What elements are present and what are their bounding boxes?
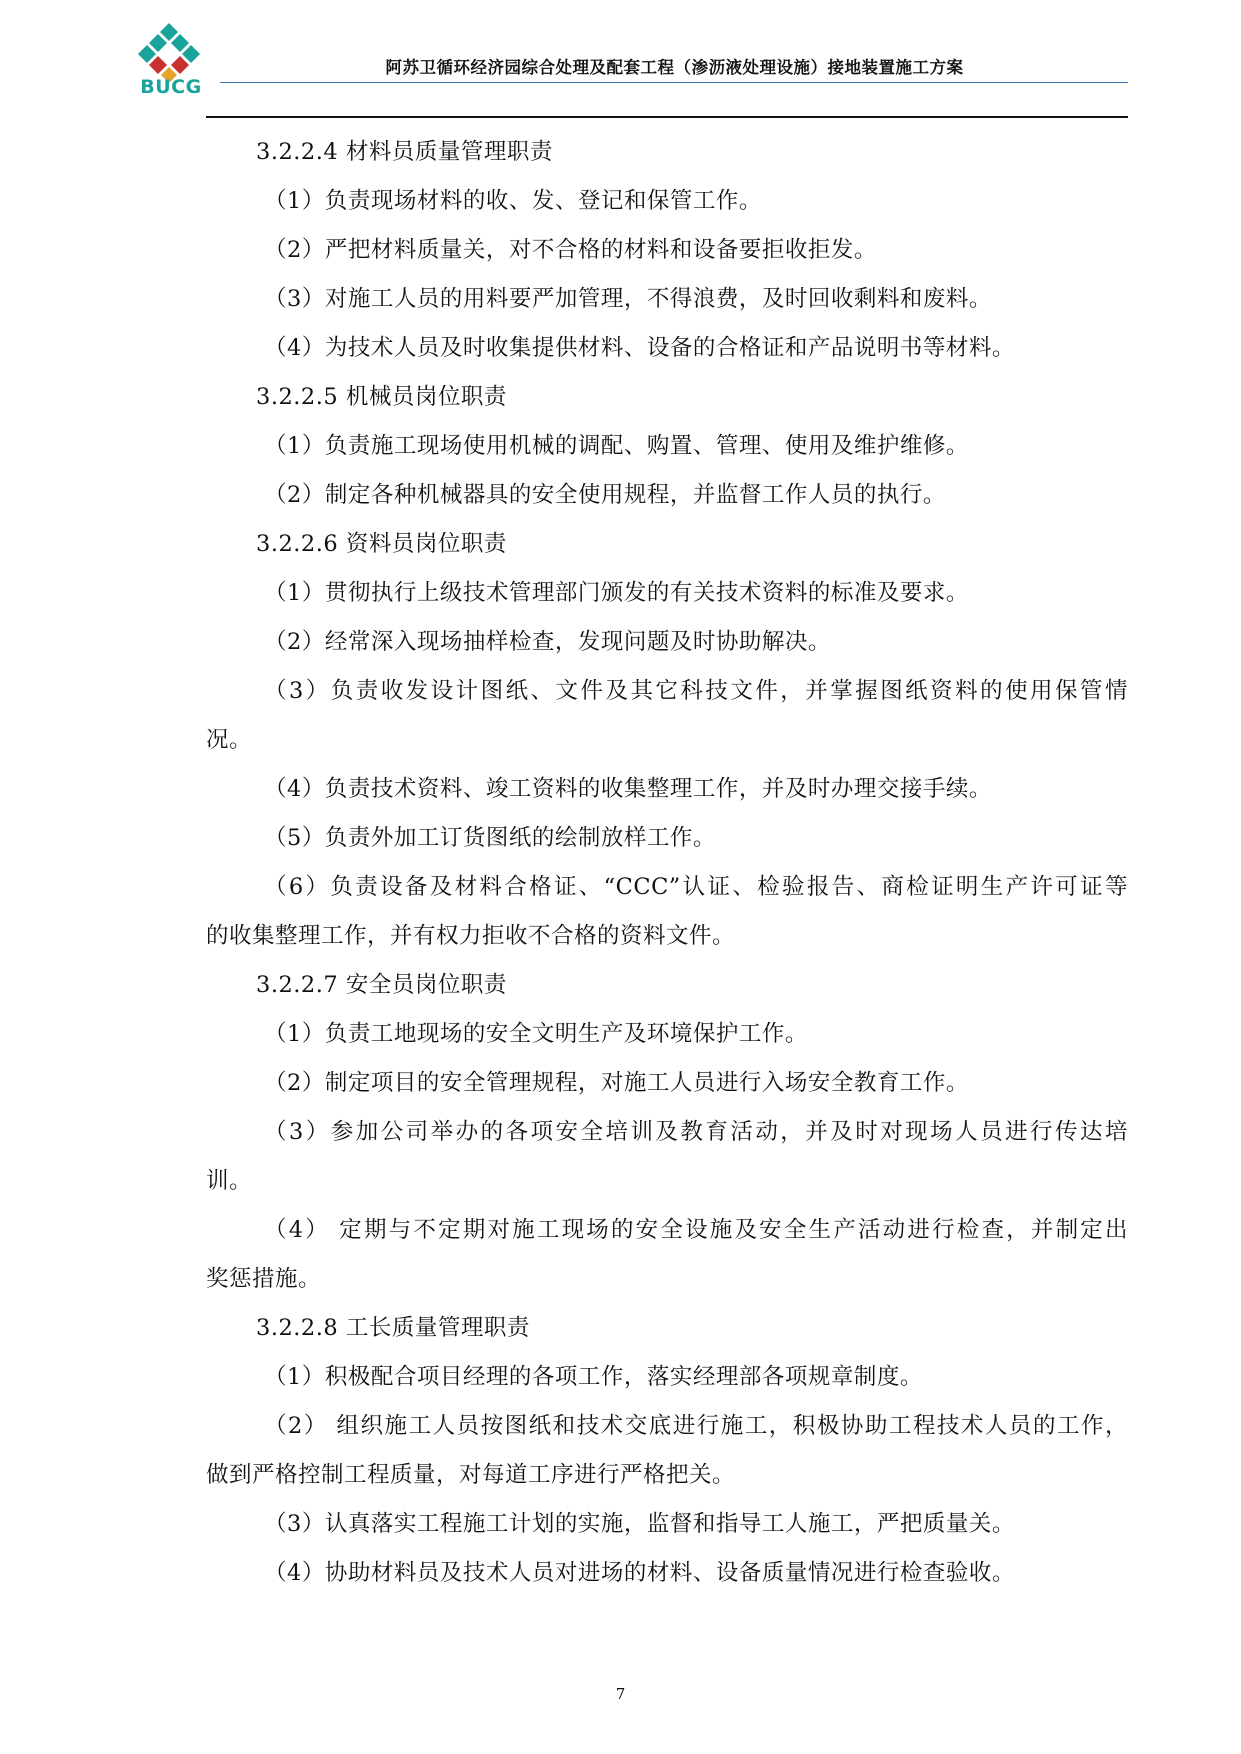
paragraph-line: （3）对施工人员的用料要严加管理，不得浪费，及时回收剩料和废料。 xyxy=(264,286,992,312)
header-rule-blue xyxy=(220,82,1128,83)
header-rule-black xyxy=(206,116,1128,118)
paragraph-line: 奖惩措施。 xyxy=(206,1266,322,1292)
paragraph-line: （1）负责工地现场的安全文明生产及环境保护工作。 xyxy=(264,1021,808,1047)
paragraph-line: （4） 定期与不定期对施工现场的安全设施及安全生产活动进行检查，并制定出 xyxy=(264,1217,1128,1243)
paragraph-line: 的收集整理工作，并有权力拒收不合格的资料文件。 xyxy=(206,923,736,949)
paragraph-line: （4）负责技术资料、竣工资料的收集整理工作，并及时办理交接手续。 xyxy=(264,776,992,802)
paragraph-line: （3）参加公司举办的各项安全培训及教育活动，并及时对现场人员进行传达培 xyxy=(264,1119,1128,1145)
section-heading: 3.2.2.8 工长质量管理职责 xyxy=(256,1315,530,1341)
paragraph-line: （1）负责现场材料的收、发、登记和保管工作。 xyxy=(264,188,762,214)
section-heading: 3.2.2.7 安全员岗位职责 xyxy=(256,972,507,998)
paragraph-line: （4）为技术人员及时收集提供材料、设备的合格证和产品说明书等材料。 xyxy=(264,335,1015,361)
document-body xyxy=(206,128,1128,1598)
section-heading: 3.2.2.4 材料员质量管理职责 xyxy=(256,139,553,165)
paragraph-line: （2）制定各种机械器具的安全使用规程，并监督工作人员的执行。 xyxy=(264,482,946,508)
paragraph-line: （5）负责外加工订货图纸的绘制放样工作。 xyxy=(264,825,716,851)
paragraph-line: （4）协助材料员及技术人员对进场的材料、设备质量情况进行检查验收。 xyxy=(264,1560,1015,1586)
paragraph-line: （1）贯彻执行上级技术管理部门颁发的有关技术资料的标准及要求。 xyxy=(264,580,969,606)
section-heading: 3.2.2.6 资料员岗位职责 xyxy=(256,531,507,557)
page-number: 7 xyxy=(615,1685,626,1703)
paragraph-line: 况。 xyxy=(206,727,253,753)
paragraph-line: （2） 组织施工人员按图纸和技术交底进行施工，积极协助工程技术人员的工作， xyxy=(264,1413,1128,1439)
paragraph-line: （6）负责设备及材料合格证、“CCC”认证、检验报告、商检证明生产许可证等 xyxy=(264,874,1128,900)
paragraph-line: （1）积极配合项目经理的各项工作，落实经理部各项规章制度。 xyxy=(264,1364,923,1390)
paragraph-line: （3）认真落实工程施工计划的实施，监督和指导工人施工，严把质量关。 xyxy=(264,1511,1015,1537)
logo-text: BUCG xyxy=(140,76,202,98)
paragraph-line: 做到严格控制工程质量，对每道工序进行严格把关。 xyxy=(206,1462,736,1488)
section-heading: 3.2.2.5 机械员岗位职责 xyxy=(256,384,507,410)
paragraph-line: （2）严把材料质量关，对不合格的材料和设备要拒收拒发。 xyxy=(264,237,877,263)
paragraph-line: （1）负责施工现场使用机械的调配、购置、管理、使用及维护维修。 xyxy=(264,433,969,459)
paragraph-line: 训。 xyxy=(206,1168,253,1194)
paragraph-line: （3）负责收发设计图纸、文件及其它科技文件，并掌握图纸资料的使用保管情 xyxy=(264,678,1128,704)
paragraph-line: （2）经常深入现场抽样检查，发现问题及时协助解决。 xyxy=(264,629,831,655)
header-title: 阿苏卫循环经济园综合处理及配套工程（渗沥液处理设施）接地装置施工方案 xyxy=(385,58,964,77)
paragraph-line: （2）制定项目的安全管理规程，对施工人员进行入场安全教育工作。 xyxy=(264,1070,969,1096)
